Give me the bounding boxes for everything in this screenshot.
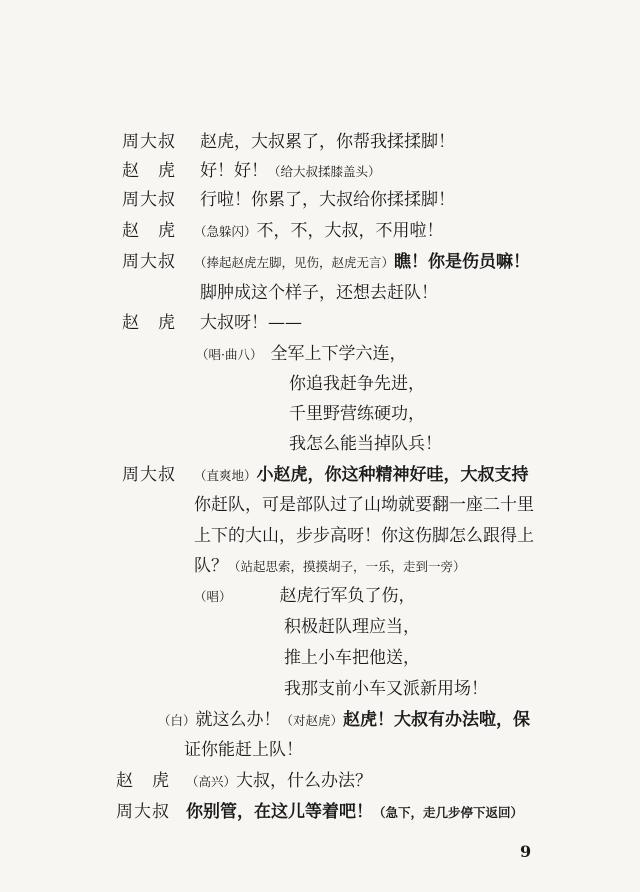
dialogue-text [200,313,302,333]
song-text [284,648,420,668]
page-number: 9 [520,842,532,861]
lyric: 赵虎行军负了伤， [279,586,416,606]
song-text [289,374,425,394]
dialogue-text [200,132,455,152]
dialogue-text [194,495,534,515]
lyric: 你追我赶争先进， [289,374,425,394]
speech: 大叔呀！—— [200,313,302,333]
speech: 赵虎！大叔有办法啦，保 [343,710,531,730]
dialogue-text [194,221,444,242]
speaker-label: 赵 虎 [116,771,170,791]
speech: 行啦！你累了，大叔给你揉揉脚！ [200,190,455,210]
lyric: 全军上下学六连， [270,344,407,364]
speech: 你别管，在这儿等着吧！ [186,802,373,822]
stage-direction: （捧起赵虎左脚，见伤，赵虎无言） [194,255,395,270]
lyric: 推上小车把他送， [284,648,420,668]
stage-direction: （对赵虎） [280,713,344,728]
dialogue-text [158,710,530,731]
song-text [284,679,488,699]
stage-direction: （直爽地） [194,468,257,483]
lyric: 我怎么能当掉队兵！ [289,434,442,454]
dialogue-text [194,252,530,273]
dialogue-text [186,771,372,792]
lyric: 积极赶队理应当， [284,617,420,637]
speech: 好！好！ [200,161,268,181]
stage-direction: （唱·曲八） [196,347,263,362]
speech: 大叔，什么办法？ [236,771,373,791]
song-text [284,617,420,637]
speaker-label: 周大叔 [122,465,176,485]
speaker-label: 周大叔 [122,132,176,152]
dialogue-text [194,556,466,577]
speaker-label: 周大叔 [122,252,176,272]
speaker-label: 赵 虎 [122,161,176,181]
stage-direction: （急躲闪） [194,224,257,239]
dialogue-text [194,465,529,486]
speech: 小赵虎，你这种精神好哇，大叔支持 [256,465,529,485]
lyric: 我那支前小车又派新用场！ [284,679,488,699]
stage-direction: （站起思索，摸摸胡子，一乐，走到一旁） [228,559,466,574]
speaker-label: 周大叔 [122,190,176,210]
stage-direction: （白） [158,713,196,728]
dialogue-text [194,526,534,546]
stage-direction: （急下，走几步停下返回） [373,805,524,820]
speaker-label: 赵 虎 [122,221,176,241]
speech: 就这么办！ [195,710,281,730]
speech: 脚肿成这个样子，还想去赶队！ [200,283,438,303]
stage-direction: （高兴） [186,774,237,789]
song-text [289,404,425,424]
stage-direction: （唱） [194,589,232,604]
dialogue-text [184,740,303,760]
speech: 不，不，大叔，不用啦！ [256,221,444,241]
dialogue-text [200,190,455,210]
dialogue-text [200,161,381,182]
speaker-label: 赵 虎 [122,313,176,333]
speaker-label: 周大叔 [116,802,170,822]
lyric: 千里野营练硬功， [289,404,425,424]
speech: 证你能赶上队！ [184,740,303,760]
speech: 上下的大山，步步高呀！你这伤脚怎么跟得上 [194,526,534,546]
song-text [194,586,416,607]
speech: 队？ [194,556,228,576]
speech: 你赶队，可是部队过了山坳就要翻一座二十里 [194,495,534,515]
dialogue-text [200,283,438,303]
stage-direction: （给大叔揉膝盖头） [268,164,381,179]
song-text [289,434,442,454]
speech: 瞧！你是伤员嘛！ [394,252,531,272]
dialogue-text [186,802,523,823]
speech: 赵虎，大叔累了，你帮我揉揉脚！ [200,132,455,152]
song-text [196,344,406,365]
